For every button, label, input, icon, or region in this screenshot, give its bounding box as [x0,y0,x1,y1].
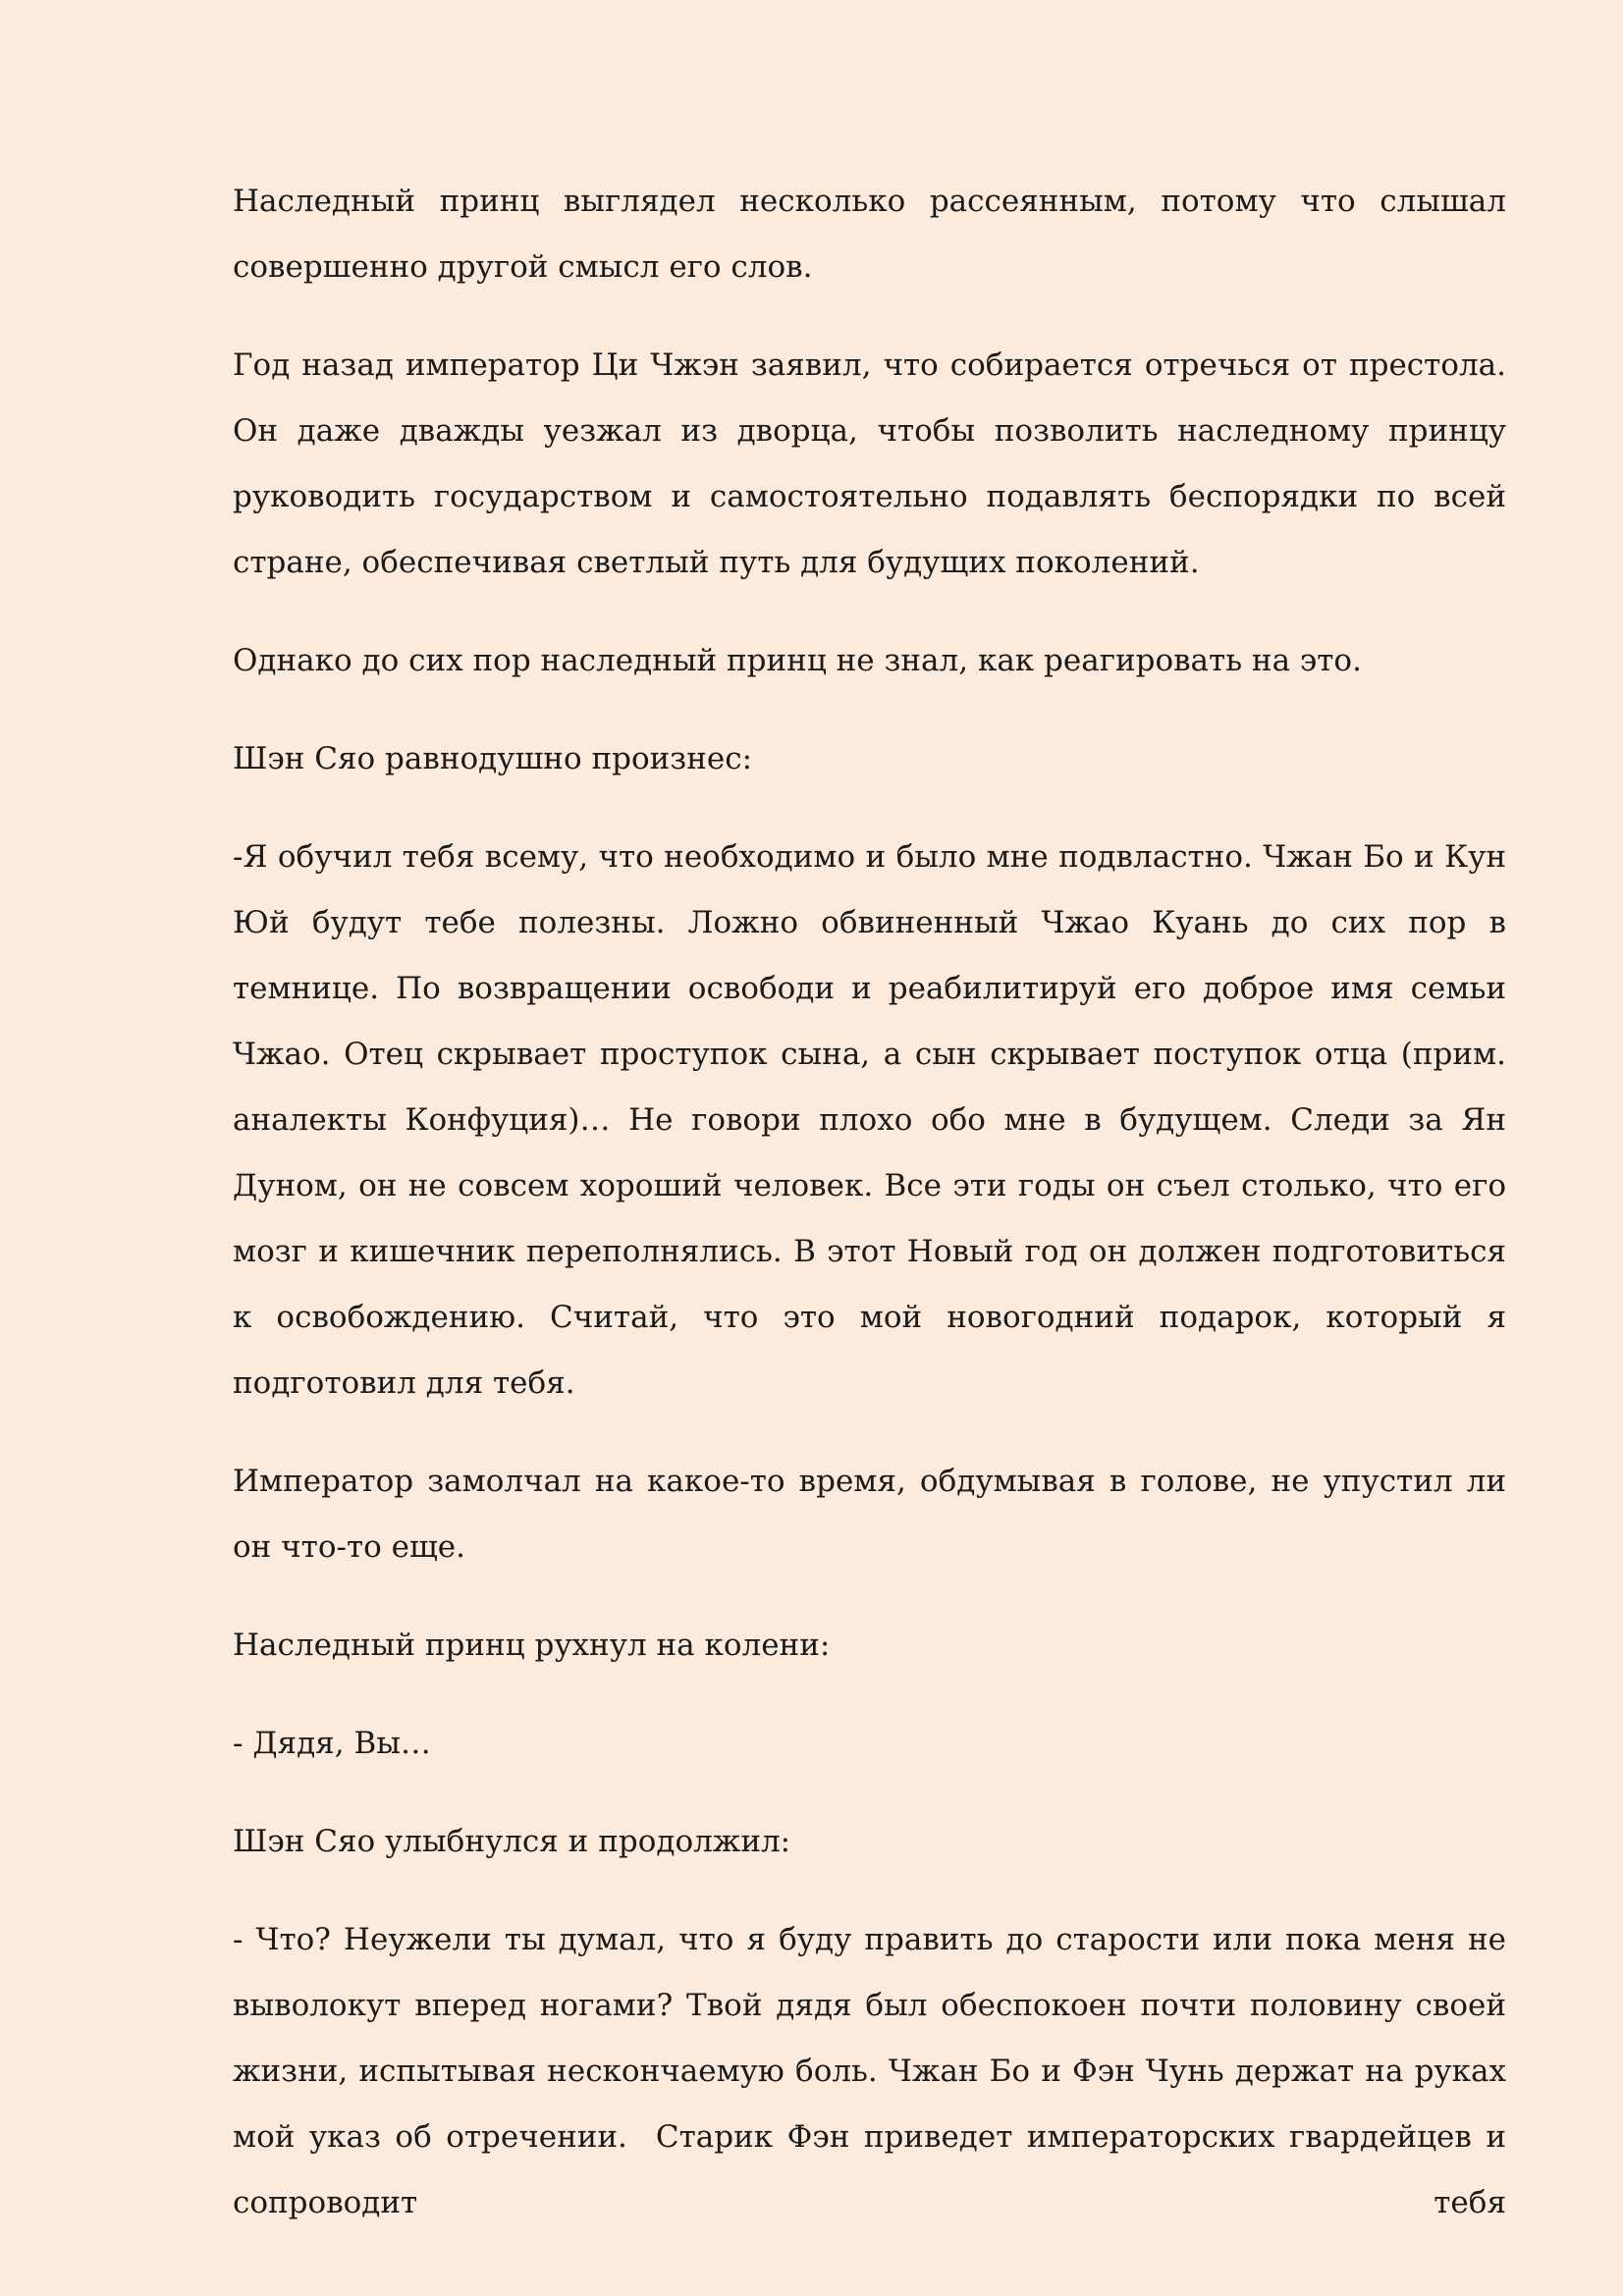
paragraph-1: Наследный принц выглядел несколько рассеянным, потому что слышал совершенно другой смысл его слов. [233,184,1516,285]
document-body [233,169,1516,2236]
paragraph-8: - Дядя, Вы… [233,1726,431,1761]
paragraph-10: - Что? Неужели ты думал, что я буду править до старости или пока меня не выволокут вперед ногами? Твой дядя был обеспокоен почти половину своей жизни, испытывая нескончаемую боль. Чжан Бо и Фэн Чунь держат на руках мой указ об отречении. Старик Фэн приведет императорских гвардейцев и сопроводит тебя [233,1922,1516,2220]
paragraph-5: -Я обучил тебя всему, что необходимо и было мне подвластно. Чжан Бо и Кун Юй будут тебе полезны. Ложно обвиненный Чжао Куань до сих пор в темнице. По возвращении освободи и реабилитируй его доброе имя семьи Чжао. Отец скрывает проступок сына, а сын скрывает поступок отца (прим. аналекты Конфуция)… Не говори плохо обо мне в будущем. Следи за Ян Дуном, он не совсем хороший человек. Все эти годы он съел столько, что его мозг и кишечник переполнялись. В этот Новый год он должен подготовиться к освобождению. Считай, что это мой новогодний подарок, который я подготовил для тебя. [233,839,1516,1401]
paragraph-4: Шэн Сяо равнодушно произнес: [233,741,753,776]
paragraph-2: Год назад император Ци Чжэн заявил, что собирается отречься от престола. Он даже дважды уезжал из дворца, чтобы позволить наследному принцу руководить государством и самостоятельно подавлять беспорядки по всей стране, обеспечивая светлый путь для будущих поколений. [233,347,1516,580]
paragraph-6: Император замолчал на какое-то время, обдумывая в голове, не упустил ли он что-то еще. [233,1464,1516,1565]
paragraph-9: Шэн Сяо улыбнулся и продолжил: [233,1824,791,1859]
paragraph-7: Наследный принц рухнул на колени: [233,1628,831,1663]
paragraph-3: Однако до сих пор наследный принц не знал, как реагировать на это. [233,643,1362,678]
